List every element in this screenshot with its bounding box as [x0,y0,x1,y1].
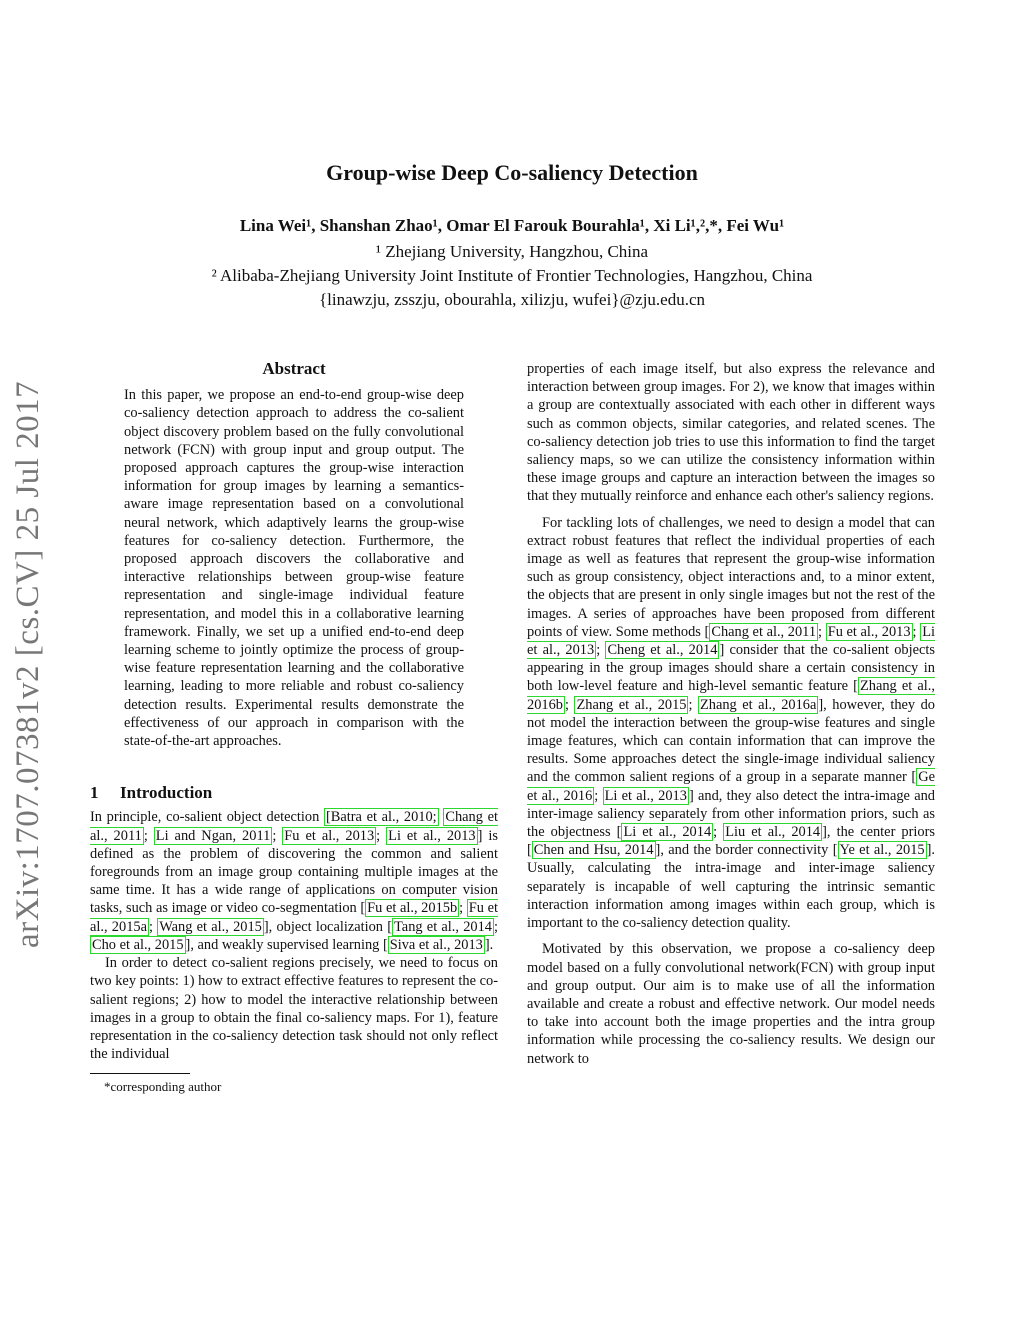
left-column [90,360,498,1097]
citation-link[interactable]: Chen and Hsu, 2014 [533,842,654,859]
citation-link[interactable]: Ge et al., 2016 [527,769,935,804]
author-list: Lina Wei¹, Shanshan Zhao¹, Omar El Farouk Bourahla¹, Xi Li¹,²,*, Fei Wu¹ [239,216,785,235]
right-column [527,360,935,1068]
footnote-rule [90,1073,190,1074]
paper-title: Group-wise Deep Co-saliency Detection [326,160,698,185]
section-number: 1 [90,783,99,803]
right-paragraph-1: properties of each image itself, but also express the relevance and interaction between group images. For 2), we know that images within a group are contextually associated with each other in different ways such as common objects, similar categories, and related scenes. The co-saliency detection job tries to use this information to find the target saliency maps, so we can utilize the consistency information within these image groups and capture an interaction between the images so that they mutually reinforce and enhance each other's saliency regions. [527,361,935,505]
citation-link[interactable]: Fu et al., 2015b [367,900,458,917]
citation-link[interactable]: Zhang et al., 2016b [527,678,935,713]
citation-link[interactable]: Tang et al., 2014 [394,918,493,935]
citation-link[interactable]: Li et al., 2013 [604,787,687,804]
arxiv-stamp: arXiv:1707.07381v2 [cs.CV] 25 Jul 2017 [10,380,46,948]
citation-link[interactable]: Liu et al., 2014 [725,824,821,841]
section-heading-introduction [90,784,498,802]
citation-link[interactable]: Li et al., 2014 [623,824,712,841]
citation-link[interactable]: Fu et al., 2013 [827,623,911,640]
intro-paragraph-1: In principle, co-salient object detection [Batra et al., 2010; Chang et al., 2011 ; Li and Ngan, 2011 ; Fu et al., 2013 ; Li et al., 2013 ] is defined as the problem of discovering the common and salient foregrounds from an image group containing multiple images at the same time. It has a wide range of applications on computer vision tasks, such as image or video co-segmentation [ Fu et al., 2015b ; Fu et al., 2015a ; Wang et al., 2015 ], object localization [ Tang et al., 2014 ; Cho et al., 2015 ], and weakly supervised learning [ Siva et al., 2013 ]. [90,809,499,953]
intro-paragraph-2: In order to detect co-salient regions precisely, we need to focus on two key points: 1) how to extract effective features to represent the co-salient regions; 2) how to model the interactive relationship between images in a group to obtain the final co-saliency maps. For 1), feature representation in the co-saliency detection task should not only reflect the individual [90,955,498,1063]
citation-link[interactable]: [Batra et al., 2010; [325,809,437,826]
citation-link[interactable]: Zhang et al., 2015 [576,696,687,713]
citation-link[interactable]: Ye et al., 2015 [839,842,925,859]
citation-link[interactable]: Chang et al., 2011 [711,623,817,640]
citation-link[interactable]: Fu et al., 2013 [284,827,375,844]
citation-link[interactable]: Zhang et al., 2016a [699,696,817,713]
abstract-heading: Abstract [262,359,326,378]
right-paragraph-3: Motivated by this observation, we propose a co-saliency deep model based on a fully convolutional network(FCN) with group input and group output. Our aim is to make use of all the information available and create a robust and effective network. Our model needs to take into account both the image properties and the intra group information while processing the co-saliency results. We design our network to [527,941,935,1067]
citation-link[interactable]: Fu et al., 2015a [90,900,498,935]
citation-link[interactable]: Cheng et al., 2014 [607,642,718,659]
citation-link[interactable]: Li et al., 2013 [388,827,476,844]
footnote: *corresponding author [104,1079,222,1095]
abstract-text: In this paper, we propose an end-to-end group-wise deep co-saliency detection approach to address the co-salient object discovery problem based on the fully convolutional network (FCN) with group input and group output. The proposed approach captures the group-wise interaction information for group images by learning a semantics-aware image representation based on a convolutional neural network, which adaptively learns the group-wise features for co-saliency detection. Furthermore, the proposed approach discovers the collaborative and interactive relationships between group-wise feature representation and single-image individual feature representation, and model this in a collaborative learning framework. Finally, we set up a unified end-to-end deep learning scheme to jointly optimize the process of group-wise feature representation learning and the collaborative learning, leading to more reliable and robust co-saliency detection results. Experimental results demonstrate the effectiveness of our approach in comparison with the state-of-the-art approaches. [124,387,464,750]
right-paragraph-2: For tackling lots of challenges, we need to design a model that can extract robust features that reflect the individual properties of each image as well as features that represent the group-wise information such as group consistency, object interactions and, to a minor extent, the objects that are present in only single images but not the rest of the images. A series of approaches have been proposed from different points of view. Some methods [ Chang et al., 2011 ; Fu et al., 2013 ; Li et al., 2013 ; Cheng et al., 2014 ] consider that the co-salient objects appearing in the group images should share a certain consistency in both low-level feature and high-level semantic feature [ Zhang et al., 2016b ; Zhang et al., 2015 ; Zhang et al., 2016a ], however, they do not model the interaction between the group-wise features and single image features, which can contain information that can improve the results. Some approaches detect the single-image individual saliency and the common salient regions of a group in a separate manner [ Ge et al., 2016 ; Li et al., 2013 ] and, they also detect the intra-image and inter-image saliency separately from other information priors, such as the objectness [ Li et al., 2014 ; Liu et al., 2014 ], the center priors [ Chen and Hsu, 2014 ], and the border connectivity [ Ye et al., 2015 ]. Usually, calculating the intra-image and inter-image saliency separately is incapable of well capturing the intrinsic semantic interaction information among images within each group, which is important to the co-saliency detection quality. [527,514,936,932]
citation-link[interactable]: Cho et al., 2015 [92,936,184,953]
section-title: Introduction [120,783,213,803]
citation-link[interactable]: Wang et al., 2015 [159,918,262,935]
citation-link[interactable]: Chang et al., 2011 [90,809,499,844]
citation-link[interactable]: Li and Ngan, 2011 [155,827,271,844]
citation-link[interactable]: Li et al., 2013 [527,623,935,659]
citation-link[interactable]: Siva et al., 2013 [389,936,483,953]
author-emails: {linawzju, zsszju, obourahla, xilizju, wufei}@zju.edu.cn [318,290,706,309]
affiliation-2: ² Alibaba-Zhejiang University Joint Institute of Frontier Technologies, Hangzhou, China [211,266,813,285]
affiliation-1: ¹ Zhejiang University, Hangzhou, China [375,242,649,261]
